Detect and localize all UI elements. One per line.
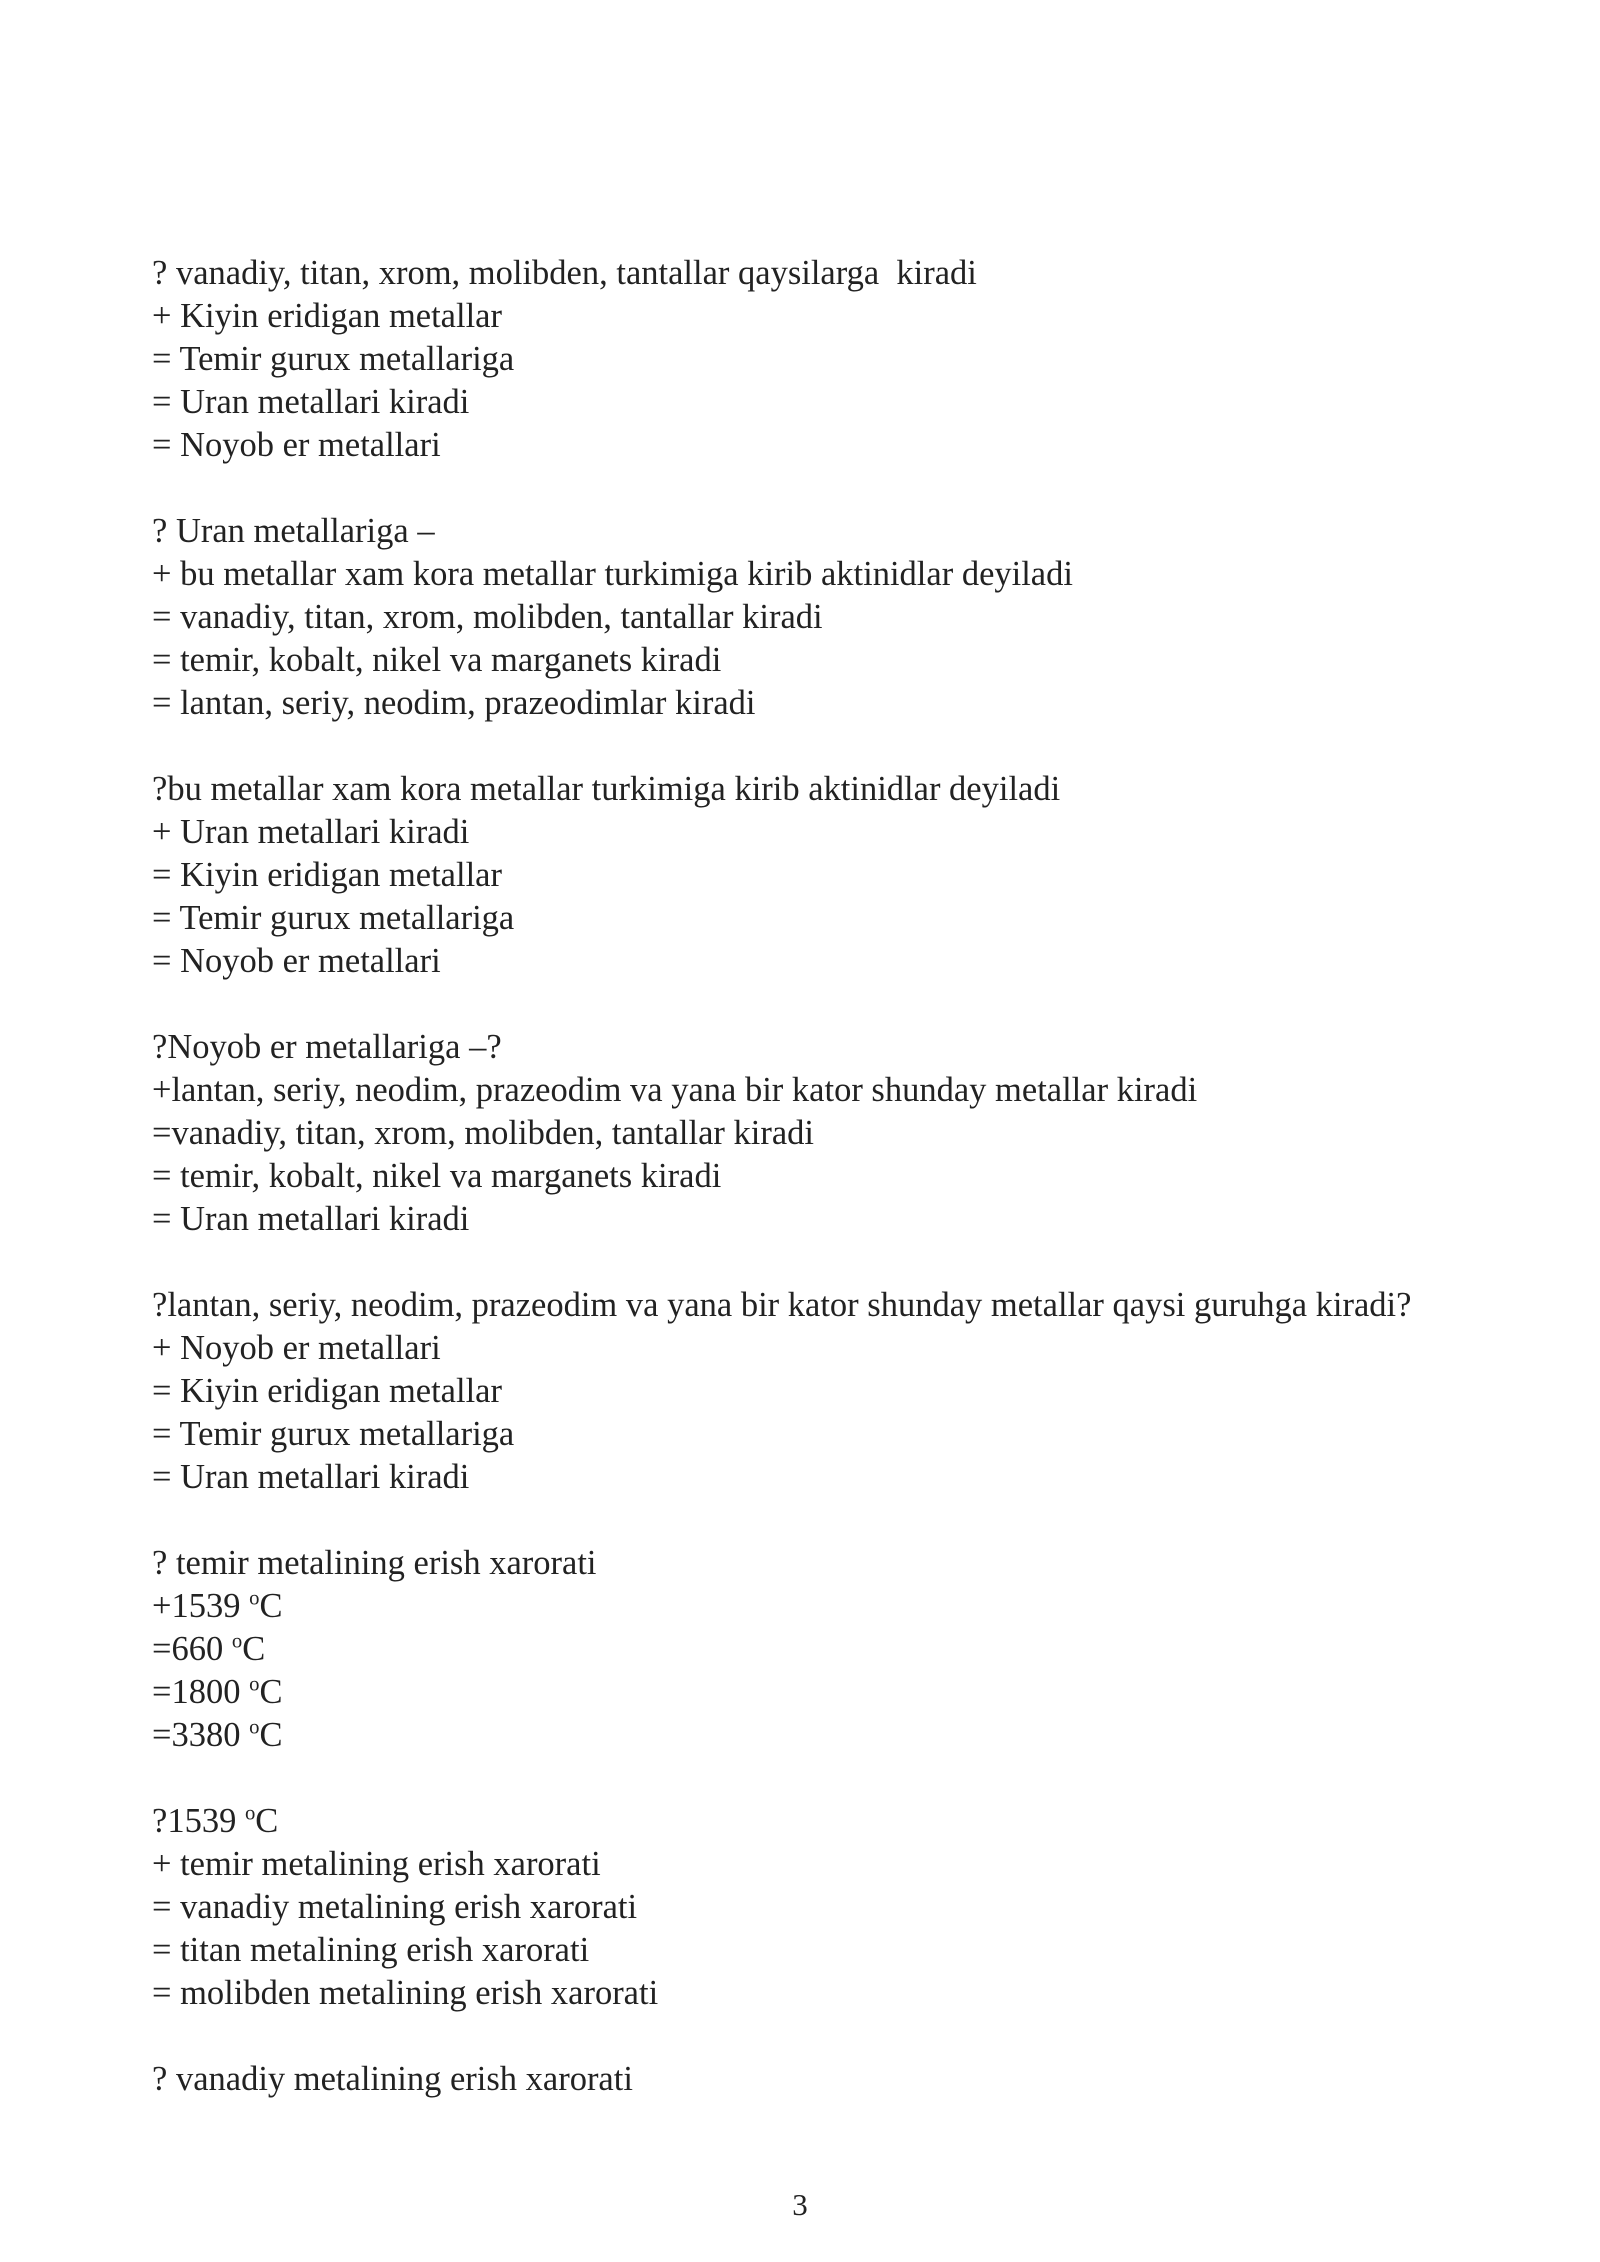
question-line: ? Uran metallariga – xyxy=(152,512,435,550)
block-spacer xyxy=(152,2015,1478,2058)
block-spacer xyxy=(152,1499,1478,1542)
temperature-value: =660 xyxy=(152,1630,232,1668)
distractor-answer-line: = temir, kobalt, nikel va marganets kiradi xyxy=(152,641,722,679)
distractor-answer-line: = Noyob er metallari xyxy=(152,942,441,980)
block-spacer xyxy=(152,983,1478,1026)
block-spacer xyxy=(152,1757,1478,1800)
quiz-question-block xyxy=(152,1284,1478,1499)
distractor-answer-line: = Temir gurux metallariga xyxy=(152,899,515,937)
correct-answer-line: + Kiyin eridigan metallar xyxy=(152,297,502,335)
distractor-answer-line: = Kiyin eridigan metallar xyxy=(152,856,502,894)
correct-answer-line: + bu metallar xam kora metallar turkimiga kirib aktinidlar deyiladi xyxy=(152,555,1073,593)
distractor-answer-line xyxy=(152,1628,1478,1671)
correct-answer-line: + temir metalining erish xarorati xyxy=(152,1845,601,1883)
distractor-answer-line: =vanadiy, titan, xrom, molibden, tantallar kiradi xyxy=(152,1114,815,1152)
temperature-unit: C xyxy=(259,1673,283,1711)
temperature-value: ?1539 xyxy=(152,1802,245,1840)
question-line: ?lantan, seriy, neodim, prazeodim va yana bir kator shunday metallar qaysi guruhga kiradi? xyxy=(152,1286,1412,1324)
question-line: ? vanadiy, titan, xrom, molibden, tantallar qaysilarga kiradi xyxy=(152,254,977,292)
distractor-answer-line: = lantan, seriy, neodim, prazeodimlar kiradi xyxy=(152,684,756,722)
question-line: ? vanadiy metalining erish xarorati xyxy=(152,2060,633,2098)
quiz-question-block xyxy=(152,1026,1478,1241)
distractor-answer-line: = Uran metallari kiradi xyxy=(152,1200,470,1238)
correct-answer-line: +lantan, seriy, neodim, prazeodim va yana bir kator shunday metallar kiradi xyxy=(152,1071,1198,1109)
temperature-unit: C xyxy=(259,1587,283,1625)
temperature-unit: C xyxy=(242,1630,266,1668)
degree-sign: o xyxy=(249,1587,260,1610)
question-line: ?Noyob er metallariga –? xyxy=(152,1028,502,1066)
temperature-value: =3380 xyxy=(152,1716,250,1754)
distractor-answer-line: = Uran metallari kiradi xyxy=(152,383,470,421)
degree-sign: o xyxy=(249,1716,260,1739)
distractor-answer-line xyxy=(152,1671,1478,1714)
quiz-question-block xyxy=(152,1542,1478,1757)
temperature-value: +1539 xyxy=(152,1587,250,1625)
distractor-answer-line xyxy=(152,1714,1478,1757)
quiz-question-block xyxy=(152,2058,1478,2101)
correct-answer-line xyxy=(152,1585,1478,1628)
distractor-answer-line: = Kiyin eridigan metallar xyxy=(152,1372,502,1410)
block-spacer xyxy=(152,467,1478,510)
distractor-answer-line: = titan metalining erish xarorati xyxy=(152,1931,590,1969)
correct-answer-line: + Uran metallari kiradi xyxy=(152,813,470,851)
distractor-answer-line: = Temir gurux metallariga xyxy=(152,1415,515,1453)
distractor-answer-line: = vanadiy metalining erish xarorati xyxy=(152,1888,638,1926)
distractor-answer-line: = vanadiy, titan, xrom, molibden, tantallar kiradi xyxy=(152,598,823,636)
quiz-question-block xyxy=(152,252,1478,467)
question-line: ? temir metalining erish xarorati xyxy=(152,1544,597,1582)
quiz-question-block xyxy=(152,1800,1478,2015)
temperature-unit: C xyxy=(259,1716,283,1754)
degree-sign: o xyxy=(244,1802,256,1825)
distractor-answer-line: = molibden metalining erish xarorati xyxy=(152,1974,659,2012)
page-number: 3 xyxy=(792,2187,808,2222)
question-line: ?bu metallar xam kora metallar turkimiga kirib aktinidlar deyiladi xyxy=(152,770,1061,808)
degree-sign: o xyxy=(249,1673,260,1696)
block-spacer xyxy=(152,725,1478,768)
temperature-value: =1800 xyxy=(152,1673,250,1711)
correct-answer-line: + Noyob er metallari xyxy=(152,1329,441,1367)
question-line xyxy=(152,1800,1478,1843)
distractor-answer-line: = Temir gurux metallariga xyxy=(152,340,515,378)
document-page xyxy=(152,252,1478,2101)
distractor-answer-line: = temir, kobalt, nikel va marganets kiradi xyxy=(152,1157,722,1195)
distractor-answer-line: = Noyob er metallari xyxy=(152,426,441,464)
quiz-question-block xyxy=(152,768,1478,983)
degree-sign: o xyxy=(231,1630,243,1653)
quiz-question-block xyxy=(152,510,1478,725)
block-spacer xyxy=(152,1241,1478,1284)
distractor-answer-line: = Uran metallari kiradi xyxy=(152,1458,470,1496)
temperature-unit: C xyxy=(255,1802,279,1840)
